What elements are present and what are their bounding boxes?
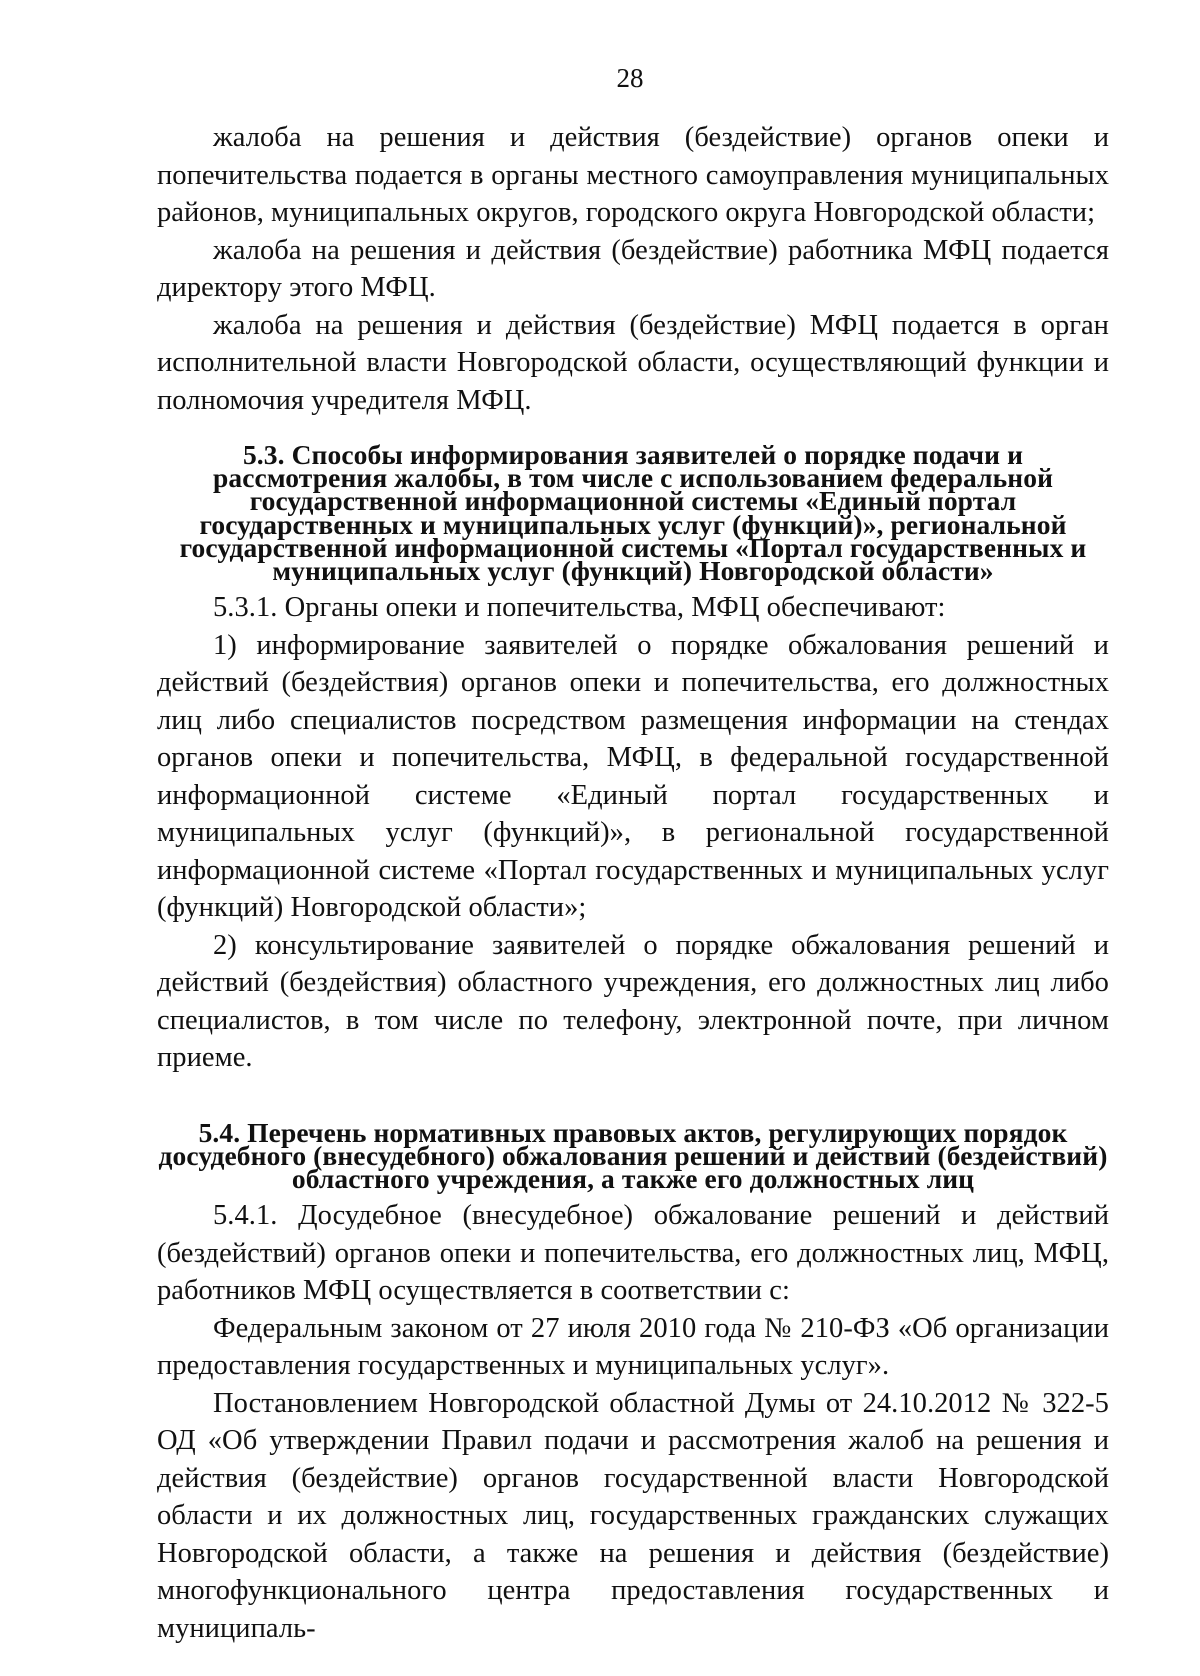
paragraph-5-3-1-item-1: 1) информирование заявителей о порядке обжалования решений и действий (бездействия) органов опеки и попечительства, его должностных лиц либо специалистов посредством размещения информации на стендах органов опеки и попечительства, МФЦ, в федеральной государственной информационной системе «Единый портал государственных и муниципальных услуг (функций)», в региональной государственной информационной системе «Портал государственных и муниципальных услуг (функций) Новгородской области»; [157, 629, 1109, 924]
paragraph-federal-law: Федеральным законом от 27 июля 2010 года № 210-ФЗ «Об организации предоставления государственных и муниципальных услуг». [157, 1312, 1109, 1382]
paragraph-complaint-mfc: жалоба на решения и действия (бездействие) МФЦ подается в орган исполнительной власти Новгородской области, осуществляющий функции и полномочия учредителя МФЦ. [157, 309, 1109, 416]
section-heading-5-4: 5.4. Перечень нормативных правовых актов, регулирующих порядок досудебного (внесудебного) обжалования решений и действий (бездействий) областного учреждения, а также его должностных лиц [158, 1116, 1108, 1195]
paragraph-5-3-1: 5.3.1. Органы опеки и попечительства, МФЦ обеспечивают: [213, 592, 946, 624]
paragraph-complaint-mfc-worker: жалоба на решения и действия (бездействие) работника МФЦ подается директору этого МФЦ. [157, 234, 1109, 303]
paragraph-5-4-1: 5.4.1. Досудебное (внесудебное) обжалование решений и действий (бездействий) органов опеки и попечительства, его должностных лиц, МФЦ, работников МФЦ осуществляется в соответствии с: [157, 1200, 1109, 1307]
paragraph-complaint-guardianship: жалоба на решения и действия (бездействие) органов опеки и попечительства подается в органы местного самоуправления муниципальных районов, муниципальных округов, городского округа Новгородской области; [157, 122, 1109, 228]
paragraph-5-3-1-item-2: 2) консультирование заявителей о порядке обжалования решений и действий (бездействия) областного учреждения, его должностных лиц либо специалистов, в том числе по телефону, электронной почте, при личном приеме. [157, 929, 1109, 1074]
paragraph-regional-resolution: Постановлением Новгородской областной Думы от 24.10.2012 № 322-5 ОД «Об утверждении Правил подачи и рассмотрения жалоб на решения и действия (бездействие) органов государственной власти Новгородской области и их должностных лиц, государственных гражданских служащих Новгородской области, а также на решения и действия (бездействие) многофункционального центра предоставления государственных и муниципаль- [157, 1387, 1109, 1644]
page-content [157, 119, 1109, 1647]
section-heading-5-3: 5.3. Способы информирования заявителей о порядке подачи и рассмотрения жалобы, в том числе с использованием федеральной государственной информационной системы «Единый портал государственных и муниципальных услуг (функций)», региональной государственной информационной системы «Портал государственных и муниципальных услуг (функций) Новгородской области» [179, 439, 1087, 587]
page-number: 28 [616, 63, 644, 93]
